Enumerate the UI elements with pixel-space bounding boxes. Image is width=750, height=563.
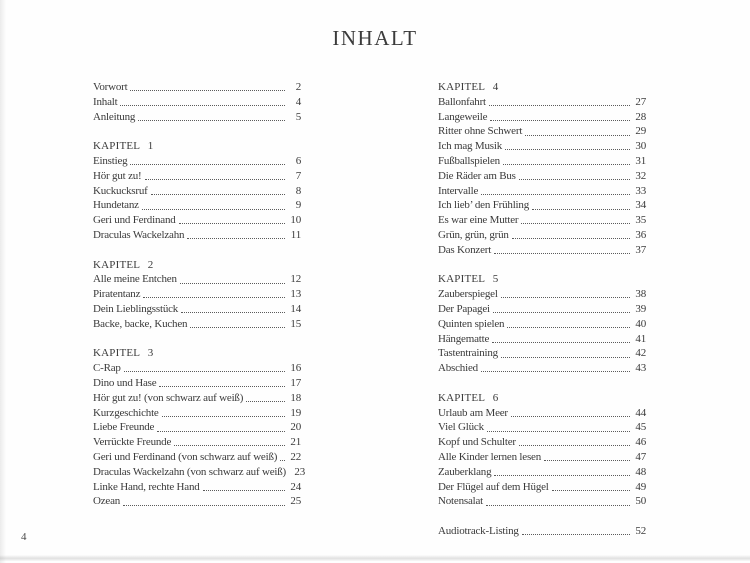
- dotted-leader: [124, 371, 285, 372]
- toc-entry: [93, 272, 301, 287]
- toc-section: [438, 524, 646, 539]
- toc-entry: [93, 465, 306, 480]
- dotted-leader: [145, 179, 285, 180]
- toc-entry-title: Intervalle: [438, 184, 479, 197]
- toc-entry: [438, 450, 646, 465]
- chapter-heading: KAPITEL 3: [93, 347, 154, 360]
- page-edge-shadow-bottom: [0, 555, 750, 561]
- dotted-leader: [151, 194, 285, 195]
- dotted-leader: [181, 312, 285, 313]
- toc-entry: [438, 435, 646, 450]
- toc-entry-page: 31: [635, 154, 646, 167]
- chapter-heading: KAPITEL 6: [438, 391, 499, 404]
- toc-entry: [93, 198, 301, 213]
- toc-entry-title: Der Papagei: [438, 302, 490, 315]
- chapter-heading: KAPITEL 4: [438, 81, 499, 93]
- dotted-leader: [552, 490, 630, 491]
- toc-entry-title: Urlaub am Meer: [438, 406, 508, 419]
- page-edge-shadow-left: [0, 0, 6, 563]
- toc-entry-page: 6: [295, 154, 301, 167]
- toc-entry-title: Die Räder am Bus: [438, 169, 516, 182]
- toc-entry-title: Zauberklang: [438, 465, 492, 478]
- toc-entry-title: Der Flügel auf dem Hügel: [438, 480, 549, 493]
- toc-entry-title: Anleitung: [93, 110, 136, 123]
- dotted-leader: [489, 105, 630, 106]
- dotted-leader: [544, 460, 630, 461]
- toc-entry: [438, 154, 646, 169]
- toc-entry: [93, 169, 301, 184]
- toc-entry: [93, 302, 301, 317]
- toc-entry-title: Linke Hand, rechte Hand: [93, 480, 200, 493]
- dotted-leader: [493, 312, 630, 313]
- toc-entry-page: 46: [635, 436, 646, 449]
- toc-entry: [93, 420, 301, 435]
- toc-entry-page: 16: [290, 362, 301, 375]
- toc-entry-page: 14: [290, 302, 301, 315]
- toc-entry: [438, 243, 646, 258]
- toc-entry: [93, 110, 301, 125]
- toc-entry: [438, 332, 646, 347]
- dotted-leader: [494, 253, 630, 254]
- toc-entry: [438, 124, 646, 139]
- dotted-leader: [525, 135, 630, 136]
- dotted-leader: [280, 460, 285, 461]
- toc-entry-title: Zauberspiegel: [438, 288, 498, 301]
- toc-entry-page: 5: [295, 110, 301, 123]
- toc-entry-page: 45: [635, 421, 646, 434]
- page-title: INHALT: [332, 26, 418, 50]
- dotted-leader: [486, 505, 630, 506]
- toc-entry-title: Einstieg: [93, 154, 128, 167]
- toc-entry-title: Kopf und Schulter: [438, 436, 516, 449]
- toc-entry-title: Hör gut zu! (von schwarz auf weiß): [93, 391, 244, 404]
- toc-entry-title: Das Konzert: [438, 243, 492, 256]
- toc-entry-page: 50: [635, 495, 646, 508]
- toc-entry-title: Geri und Ferdinand (von schwarz auf weiß): [93, 450, 278, 463]
- toc-column-left: [93, 80, 306, 509]
- toc-entry: [438, 95, 646, 110]
- toc-entry: [438, 420, 646, 435]
- toc-entry-page: 32: [635, 169, 646, 182]
- dotted-leader: [503, 164, 630, 165]
- toc-entry-page: 15: [290, 317, 301, 330]
- dotted-leader: [501, 297, 630, 298]
- toc-entry-page: 44: [635, 406, 646, 419]
- toc-entry-title: Hör gut zu!: [93, 169, 142, 182]
- toc-entry-title: Geri und Ferdinand: [93, 214, 176, 227]
- toc-section: [93, 139, 301, 243]
- toc-entry: [438, 480, 646, 495]
- toc-entry: [93, 406, 301, 421]
- toc-entry: [93, 317, 301, 332]
- toc-entry-page: 25: [290, 495, 301, 508]
- toc-entry-page: 35: [635, 214, 646, 227]
- toc-entry-title: Langeweile: [438, 110, 488, 123]
- toc-entry-page: 41: [635, 332, 646, 345]
- toc-entry: [93, 376, 301, 391]
- toc-entry-title: Viel Glück: [438, 421, 484, 434]
- toc-entry: [438, 213, 646, 228]
- toc-section: [438, 80, 646, 258]
- toc-entry-title: Abschied: [438, 362, 478, 375]
- toc-entry-page: 34: [635, 199, 646, 212]
- dotted-leader: [174, 445, 285, 446]
- toc-entry-title: Hundetanz: [93, 199, 139, 212]
- toc-entry-page: 39: [635, 302, 646, 315]
- toc-entry-title: Verrückte Freunde: [93, 436, 172, 449]
- toc-entry-title: Hängematte: [438, 332, 490, 345]
- toc-entry: [438, 346, 646, 361]
- toc-entry-page: 23: [294, 465, 306, 478]
- toc-entry-page: 29: [635, 125, 646, 138]
- toc-section: [93, 258, 301, 332]
- toc-entry-title: Dein Lieblingsstück: [93, 302, 179, 315]
- dotted-leader: [246, 401, 285, 402]
- toc-entry-title: Dino und Hase: [93, 376, 157, 389]
- toc-section: [93, 80, 301, 124]
- toc-entry-page: 43: [635, 362, 646, 375]
- dotted-leader: [157, 431, 285, 432]
- toc-entry: [438, 317, 646, 332]
- toc-entry-page: 22: [290, 450, 301, 463]
- dotted-leader: [519, 445, 630, 446]
- toc-entry-page: 33: [635, 184, 646, 197]
- dotted-leader: [142, 209, 285, 210]
- toc-entry: [438, 406, 646, 421]
- toc-entry-page: 11: [290, 228, 301, 241]
- toc-entry-page: 8: [295, 184, 301, 197]
- dotted-leader: [492, 342, 630, 343]
- toc-entry-page: 18: [290, 391, 301, 404]
- toc-column-right: [438, 80, 646, 539]
- dotted-leader: [512, 238, 630, 239]
- toc-entry: [438, 465, 646, 480]
- toc-entry: [93, 184, 301, 199]
- toc-entry-page: 2: [295, 81, 301, 93]
- dotted-leader: [138, 120, 285, 121]
- toc-entry-page: 28: [635, 110, 646, 123]
- dotted-leader: [501, 357, 630, 358]
- dotted-leader: [522, 534, 630, 535]
- toc-entry: [93, 80, 301, 95]
- dotted-leader: [487, 431, 630, 432]
- dotted-leader: [507, 327, 630, 328]
- toc-entry-title: Vorwort: [93, 81, 128, 93]
- dotted-leader: [120, 105, 285, 106]
- toc-entry-title: Kuckucksruf: [93, 184, 148, 197]
- dotted-leader: [180, 283, 285, 284]
- dotted-leader: [519, 179, 630, 180]
- toc-entry: [438, 361, 646, 376]
- toc-entry: [93, 95, 301, 110]
- toc-entry-title: Draculas Wackelzahn (von schwarz auf weiß): [93, 465, 287, 478]
- toc-entry: [438, 110, 646, 125]
- toc-entry: [93, 154, 301, 169]
- toc-entry-page: 12: [290, 273, 301, 286]
- toc-entry-page: 27: [635, 95, 646, 108]
- toc-entry-page: 42: [635, 347, 646, 360]
- toc-entry-page: 47: [635, 450, 646, 463]
- toc-entry: [438, 524, 646, 539]
- toc-entry: [93, 450, 301, 465]
- dotted-leader: [159, 386, 285, 387]
- toc-entry: [438, 287, 646, 302]
- dotted-leader: [521, 223, 630, 224]
- dotted-leader: [162, 416, 285, 417]
- toc-entry-title: C-Rap: [93, 362, 121, 375]
- toc-entry: [438, 302, 646, 317]
- toc-entry: [93, 435, 301, 450]
- dotted-leader: [481, 371, 630, 372]
- toc-entry: [93, 228, 301, 243]
- toc-entry-title: Piratentanz: [93, 288, 141, 301]
- dotted-leader: [130, 164, 285, 165]
- toc-entry-title: Es war eine Mutter: [438, 214, 519, 227]
- toc-entry-page: 20: [290, 421, 301, 434]
- dotted-leader: [187, 238, 285, 239]
- toc-entry-page: 37: [635, 243, 646, 256]
- toc-entry-page: 10: [290, 214, 301, 227]
- dotted-leader: [123, 505, 285, 506]
- toc-entry: [93, 391, 301, 406]
- toc-entry-title: Ozean: [93, 495, 121, 508]
- toc-entry: [438, 228, 646, 243]
- toc-entry-page: 40: [635, 317, 646, 330]
- toc-entry-title: Grün, grün, grün: [438, 228, 509, 241]
- toc-entry-title: Draculas Wackelzahn: [93, 228, 185, 241]
- toc-entry-page: 7: [295, 169, 301, 182]
- toc-entry-title: Quinten spielen: [438, 317, 505, 330]
- toc-entry-title: Alle Kinder lernen lesen: [438, 450, 542, 463]
- toc-entry-title: Ich lieb’ den Frühling: [438, 199, 530, 212]
- dotted-leader: [490, 120, 630, 121]
- toc-entry-title: Alle meine Entchen: [93, 273, 177, 286]
- toc-entry-title: Audiotrack-Listing: [438, 524, 519, 537]
- dotted-leader: [511, 416, 630, 417]
- toc-entry: [438, 494, 646, 509]
- toc-entry-page: 21: [290, 436, 301, 449]
- toc-entry-page: 38: [635, 288, 646, 301]
- toc-entry-page: 49: [635, 480, 646, 493]
- toc-entry-page: 36: [635, 228, 646, 241]
- toc-entry: [93, 361, 301, 376]
- toc-entry: [438, 198, 646, 213]
- toc-entry: [438, 184, 646, 199]
- toc-entry-title: Liebe Freunde: [93, 421, 155, 434]
- dotted-leader: [481, 194, 630, 195]
- toc-section: [93, 346, 306, 509]
- toc-entry-title: Tastentraining: [438, 347, 498, 360]
- toc-entry: [438, 139, 646, 154]
- toc-entry-title: Ballonfahrt: [438, 95, 486, 108]
- toc-entry: [438, 169, 646, 184]
- chapter-heading: KAPITEL 2: [93, 258, 154, 271]
- toc-entry: [93, 287, 301, 302]
- toc-entry-title: Inhalt: [93, 95, 118, 108]
- dotted-leader: [203, 490, 285, 491]
- toc-entry-page: 13: [290, 288, 301, 301]
- dotted-leader: [532, 209, 630, 210]
- toc-entry-title: Ritter ohne Schwert: [438, 125, 523, 138]
- toc-section: [438, 391, 646, 509]
- toc-entry-page: 4: [295, 95, 301, 108]
- toc-entry-page: 17: [290, 376, 301, 389]
- dotted-leader: [130, 90, 285, 91]
- toc-entry-title: Fußballspielen: [438, 154, 500, 167]
- toc-entry-title: Ich mag Musik: [438, 140, 503, 153]
- toc-entry-page: 19: [290, 406, 301, 419]
- toc-entry-title: Kurzgeschichte: [93, 406, 159, 419]
- toc-entry-page: 48: [635, 465, 646, 478]
- toc-section: [438, 272, 646, 376]
- chapter-heading: KAPITEL 5: [438, 273, 499, 286]
- dotted-leader: [143, 297, 285, 298]
- toc-entry-page: 52: [635, 524, 646, 537]
- dotted-leader: [505, 149, 630, 150]
- toc-entry-title: Backe, backe, Kuchen: [93, 317, 188, 330]
- toc-entry: [93, 480, 301, 495]
- dotted-leader: [179, 223, 285, 224]
- dotted-leader: [494, 475, 630, 476]
- page-number: 4: [21, 531, 27, 543]
- toc-entry-page: 9: [295, 199, 301, 212]
- toc-entry-page: 24: [290, 480, 301, 493]
- toc-entry-page: 30: [635, 140, 646, 153]
- dotted-leader: [190, 327, 285, 328]
- toc-entry: [93, 213, 301, 228]
- toc-entry: [93, 494, 301, 509]
- chapter-heading: KAPITEL 1: [93, 140, 154, 153]
- toc-entry-title: Notensalat: [438, 495, 484, 508]
